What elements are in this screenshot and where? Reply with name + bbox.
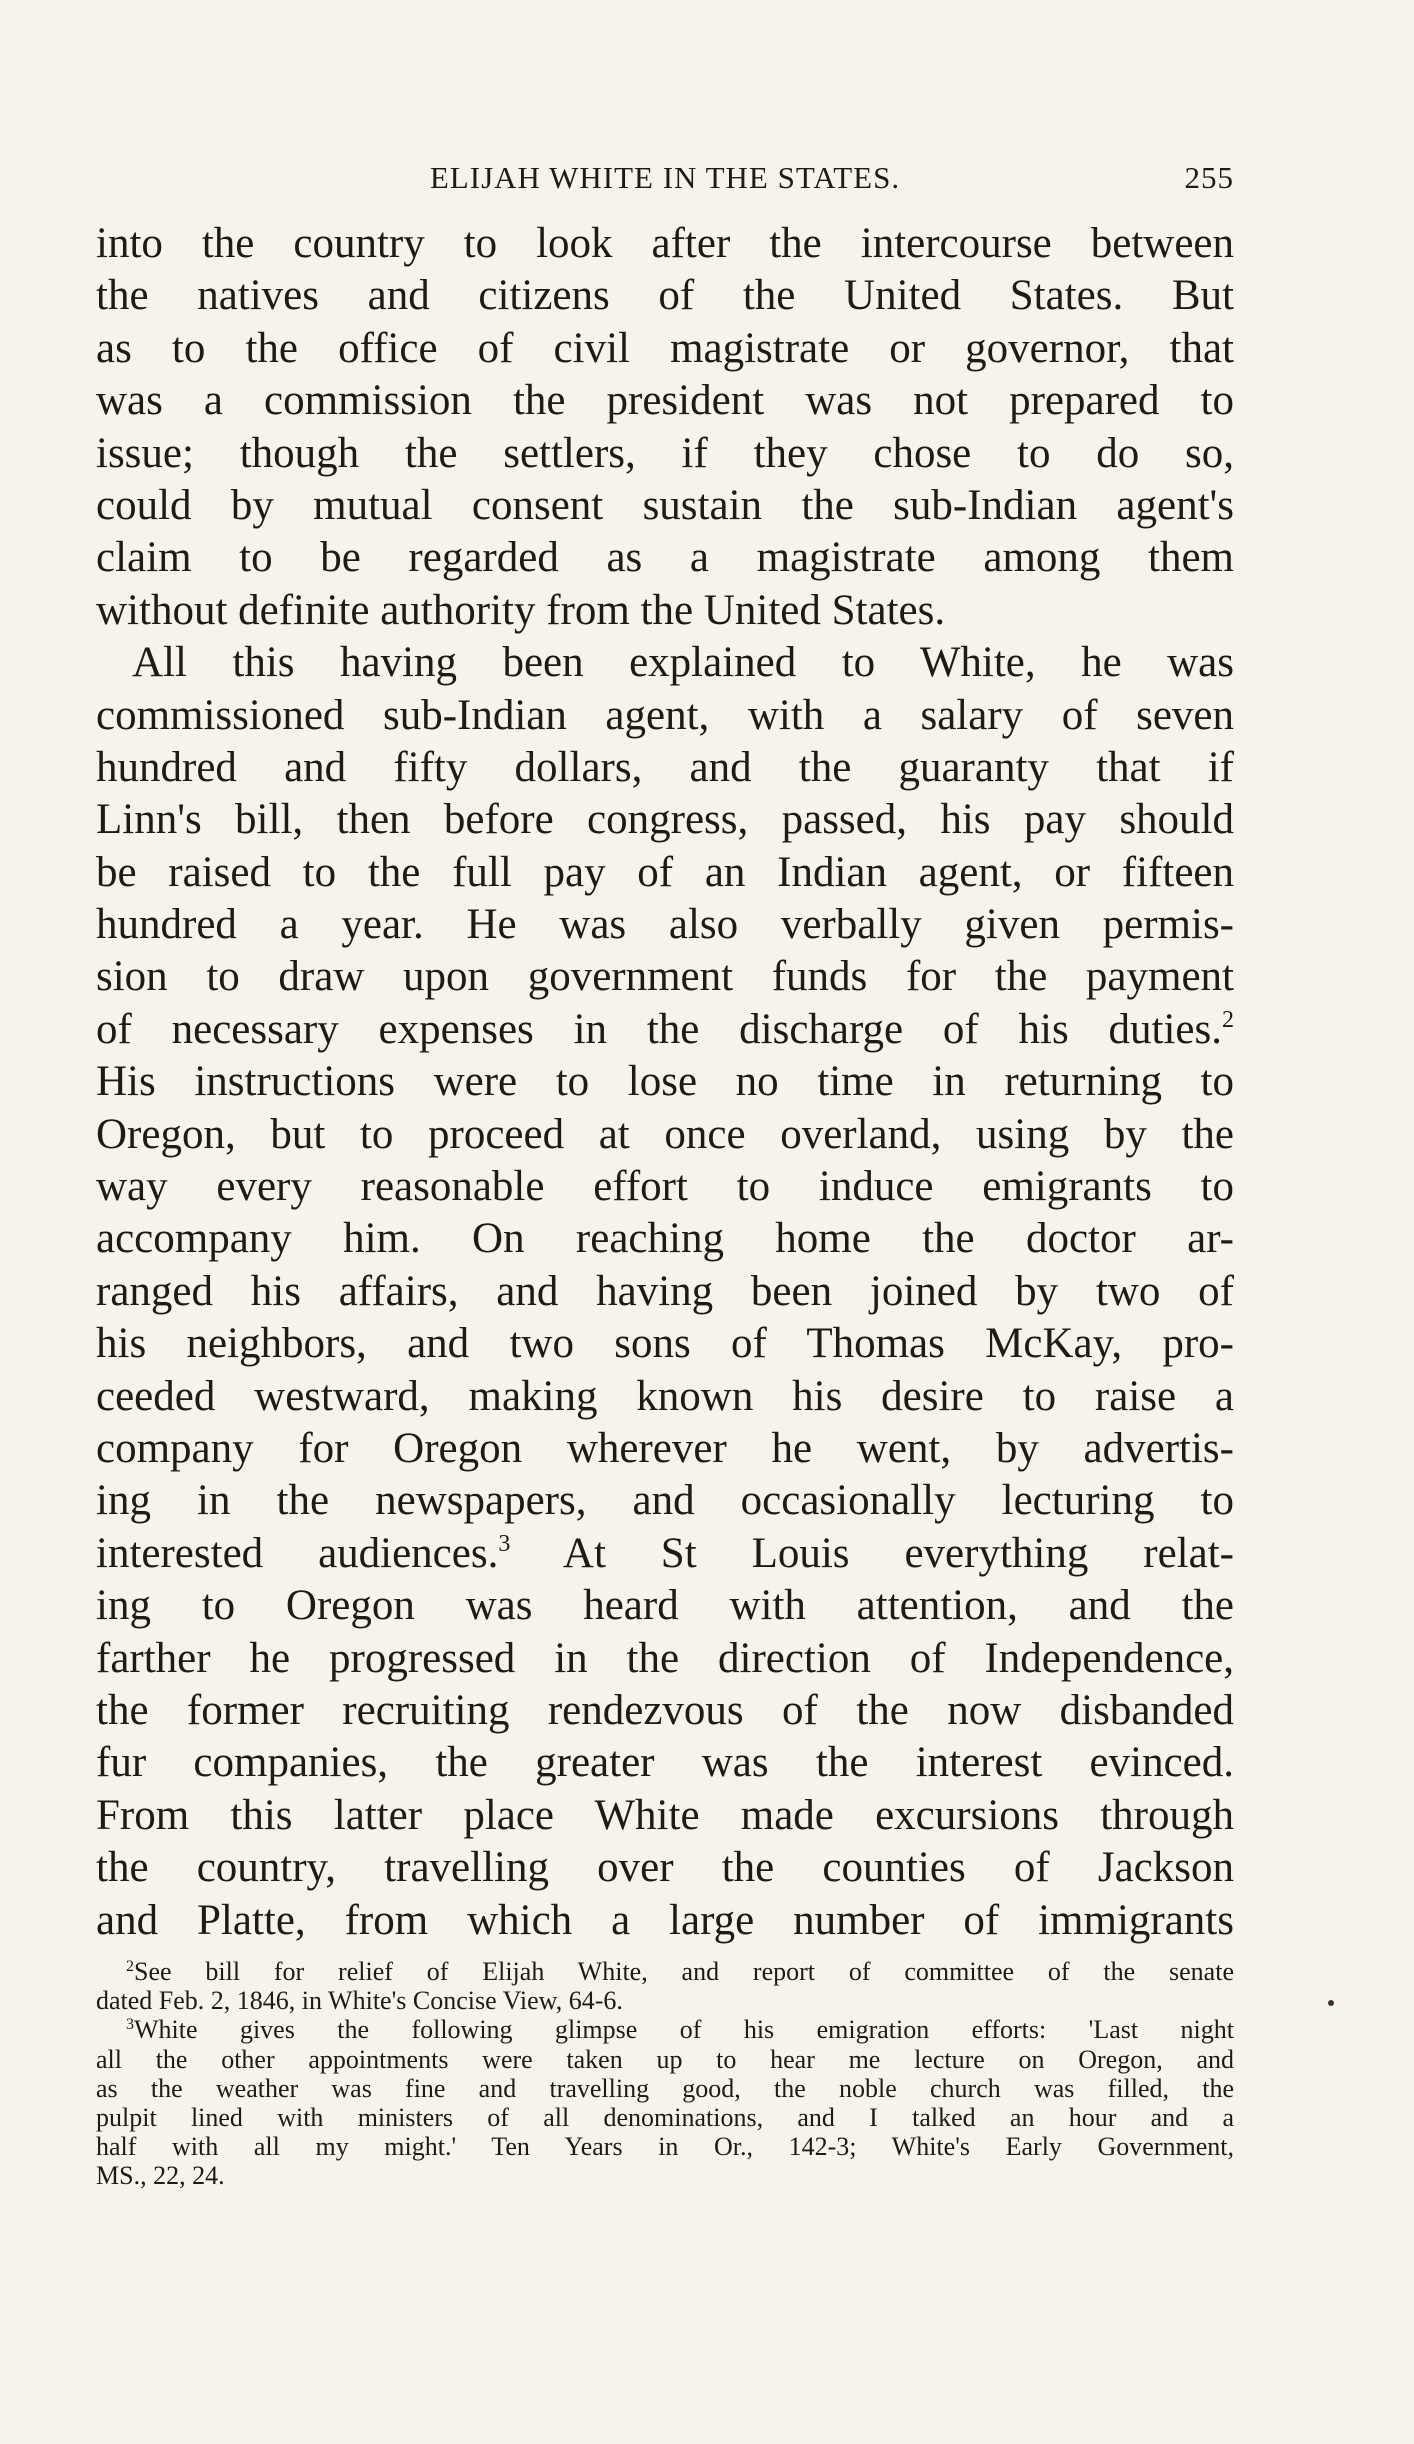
text-fragment: At St Louis everything relat- xyxy=(562,1529,1234,1577)
footnote-3 xyxy=(96,2015,1234,2044)
text-line: claim to be regarded as a magistrate among them xyxy=(96,534,1234,582)
text-line: hundred a year. He was also verbally given permis- xyxy=(96,901,1234,949)
text-line: From this latter place White made excursions through xyxy=(96,1791,1234,1839)
text-line: farther he progressed in the direction of Independence, xyxy=(96,1634,1234,1682)
footnote-marker: 2 xyxy=(126,1958,134,1975)
running-title: ELIJAH WHITE IN THE STATES. xyxy=(429,160,901,195)
text-line: Linn's bill, then before congress, passed, his pay should xyxy=(96,796,1234,844)
page-number: 255 xyxy=(1184,160,1234,195)
text-line: Oregon, but to proceed at once overland, using by the xyxy=(96,1110,1234,1158)
text-line: his neighbors, and two sons of Thomas McKay, pro- xyxy=(96,1320,1234,1368)
footnote-line: MS., 22, 24. xyxy=(96,2161,225,2191)
ink-speck xyxy=(1328,2000,1334,2006)
text-line: the natives and citizens of the United States. But xyxy=(96,272,1234,320)
text-line: and Platte, from which a large number of immigrants xyxy=(96,1896,1234,1944)
text-line xyxy=(96,1004,1234,1056)
footnote-line: as the weather was fine and travelling good, the noble church was filled, the xyxy=(96,2073,1234,2103)
footnote-line: dated Feb. 2, 1846, in White's Concise View, 64-6. xyxy=(96,1986,623,2016)
text-line: accompany him. On reaching home the doctor ar- xyxy=(96,1215,1234,1263)
text-line: the former recruiting rendezvous of the now disbanded xyxy=(96,1686,1234,1734)
footnote-line: half with all my might.' Ten Years in Or., 142-3; White's Early Government, xyxy=(96,2132,1234,2162)
text-line: issue; though the settlers, if they chose to do so, xyxy=(96,429,1234,477)
text-line: was a commission the president was not prepared to xyxy=(96,377,1234,425)
text-line: as to the office of civil magistrate or governor, that xyxy=(96,324,1234,372)
text-line: be raised to the full pay of an Indian agent, or fifteen xyxy=(96,848,1234,896)
text-line: into the country to look after the intercourse between xyxy=(96,220,1234,267)
text-line: ing to Oregon was heard with attention, and the xyxy=(96,1582,1234,1630)
text-line: could by mutual consent sustain the sub-Indian agent's xyxy=(96,481,1234,529)
text-line: ceeded westward, making known his desire to raise a xyxy=(96,1372,1234,1420)
footnotes xyxy=(96,1957,1234,2191)
footnote-line: pulpit lined with ministers of all denominations, and I talked an hour and a xyxy=(96,2102,1234,2132)
footnote-2 xyxy=(96,1957,1234,1986)
text-line: All this having been explained to White, he was xyxy=(132,639,1234,687)
text-fragment: interested audiences. xyxy=(96,1529,499,1577)
text-line: His instructions were to lose no time in returning to xyxy=(96,1058,1234,1106)
footnote-ref-2[interactable]: 2 xyxy=(1222,1006,1234,1033)
text-line: fur companies, the greater was the interest evinced. xyxy=(96,1739,1234,1787)
text-fragment: of necessary expenses in the discharge of his duties. xyxy=(96,1005,1222,1053)
text-line: ranged his affairs, and having been joined by two of xyxy=(96,1267,1234,1315)
footnote-ref-3[interactable]: 3 xyxy=(498,1530,511,1557)
text-line: way every reasonable effort to induce emigrants to xyxy=(96,1163,1234,1211)
footnote-marker: 3 xyxy=(126,2016,134,2034)
footnote-text: White gives the following glimpse of his emigration efforts: 'Last night xyxy=(134,2015,1234,2045)
body-text xyxy=(96,218,1234,1947)
text-line: commissioned sub-Indian agent, with a salary of seven xyxy=(96,691,1234,739)
text-line xyxy=(96,1528,1234,1580)
text-line: the country, travelling over the counties of Jackson xyxy=(96,1844,1234,1892)
text-line: ing in the newspapers, and occasionally lecturing to xyxy=(96,1477,1234,1525)
text-line: company for Oregon wherever he went, by advertis- xyxy=(96,1424,1234,1472)
footnote-line: all the other appointments were taken up to hear me lecture on Oregon, and xyxy=(96,2044,1234,2074)
footnote-text: See bill for relief of Elijah White, and report of committee of the senate xyxy=(134,1957,1234,1986)
text-line: hundred and fifty dollars, and the guaranty that if xyxy=(96,743,1234,791)
text-line: without definite authority from the United States. xyxy=(96,586,946,634)
running-head xyxy=(96,160,1234,200)
text-line: sion to draw upon government funds for the payment xyxy=(96,953,1234,1001)
